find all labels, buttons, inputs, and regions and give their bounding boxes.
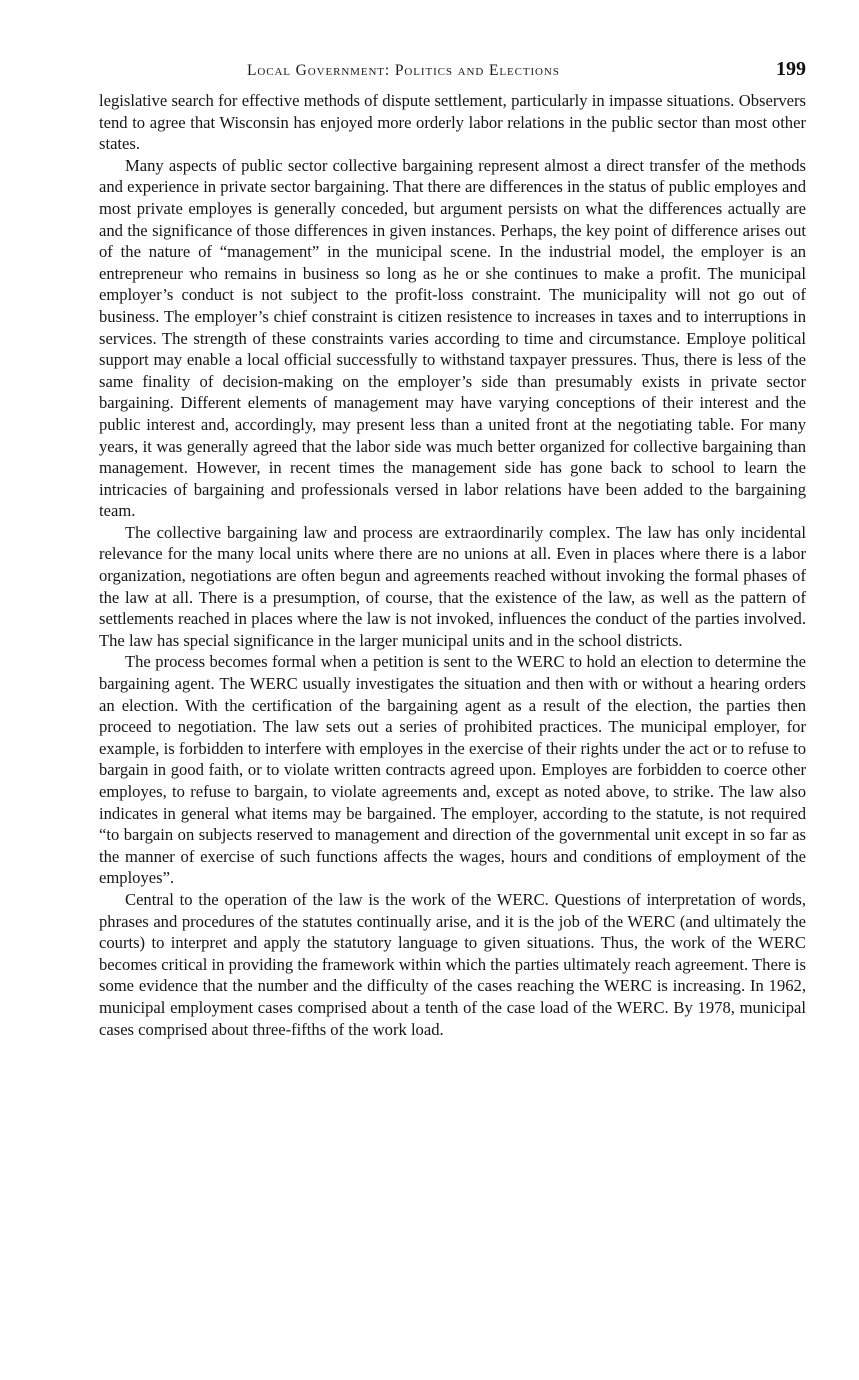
body-text	[99, 90, 806, 1040]
running-title: Local Government: Politics and Elections	[247, 62, 560, 79]
paragraph-continued: legislative search for effective methods of dispute settlement, particularly in impasse situations. Observers tend to agree that Wisconsin has enjoyed more orderly labor relations in the public sector than most other states.	[99, 91, 806, 154]
paragraph-formal-process: The process becomes formal when a petition is sent to the WERC to hold an election to determine the bargaining agent. The WERC usually investigates the situation and then with or without a hearing orders an election. With the certification of the bargaining agent as a result of the election, the parties then proceed to negotiation. The law sets out a series of prohibited practices. The municipal employer, for example, is forbidden to interfere with employes in the exercise of their rights under the act or to refuse to bargain in good faith, or to violate written contracts agreed upon. Employes are forbidden to coerce other employes, to refuse to bargain, to violate agreements and, except as noted above, to strike. The law also indicates in general what items may be bargained. The employer, according to the statute, is not required “to bargain on subjects reserved to management and direction of the governmental unit except in so far as the manner of exercise of such functions affects the wages, hours and conditions of employment of the employes”.	[99, 652, 806, 888]
paragraph-management-differences: Many aspects of public sector collective bargaining represent almost a direct transfer of the methods and experience in private sector bargaining. That there are differences in the status of public employes and most private employes is generally conceded, but argument persists on what the differences actually are and the significance of those differences in given instances. Perhaps, the key point of difference arises out of the nature of “management” in the municipal scene. In the industrial model, the employer is an entrepreneur who remains in business so long as he or she continues to make a profit. The municipal employer’s conduct is not subject to the profit-loss constraint. The municipality will not go out of business. The employer’s chief constraint is citizen resistence to increases in taxes and to interruptions in services. The strength of these constraints varies according to time and circumstance. Employe political support may enable a local official successfully to withstand taxpayer pressures. Thus, there is less of the same finality of decision-making on the employer’s side than presumably exists in private sector bargaining. Different elements of management may have varying conceptions of their interest and the public interest and, accordingly, may present less than a united front at the negotiating table. For many years, it was generally agreed that the labor side was much better organized for collective bargaining than management. However, in recent times the management side has gone back to school to learn the intricacies of bargaining and professionals versed in labor relations have been added to the bargaining team.	[99, 155, 806, 521]
page-number: 199	[776, 58, 806, 80]
paragraph-bargaining-law: The collective bargaining law and process are extraordinarily complex. The law has only incidental relevance for the many local units where there are no unions at all. Even in places where there is a labor organization, negotiations are often begun and agreements reached without invoking the formal phases of the law at all. There is a presumption, of course, that the existence of the law, as well as the pattern of settlements reached in places where the law is not invoked, influences the conduct of the parties involved. The law has special significance in the larger municipal units and in the school districts.	[99, 522, 806, 650]
paragraph-werc-role: Central to the operation of the law is the work of the WERC. Questions of interpretation of words, phrases and procedures of the statutes continually arise, and it is the job of the WERC (and ultimately the courts) to interpret and apply the statutory language to given situations. Thus, the work of the WERC becomes critical in providing the framework within which the parties ultimately reach agreement. There is some evidence that the number and the difficulty of the cases reaching the WERC is increasing. In 1962, municipal employment cases comprised about a tenth of the case load of the WERC. By 1978, municipal cases comprised about three-fifths of the work load.	[99, 889, 806, 1039]
running-header	[99, 58, 806, 90]
book-page	[99, 58, 806, 1040]
